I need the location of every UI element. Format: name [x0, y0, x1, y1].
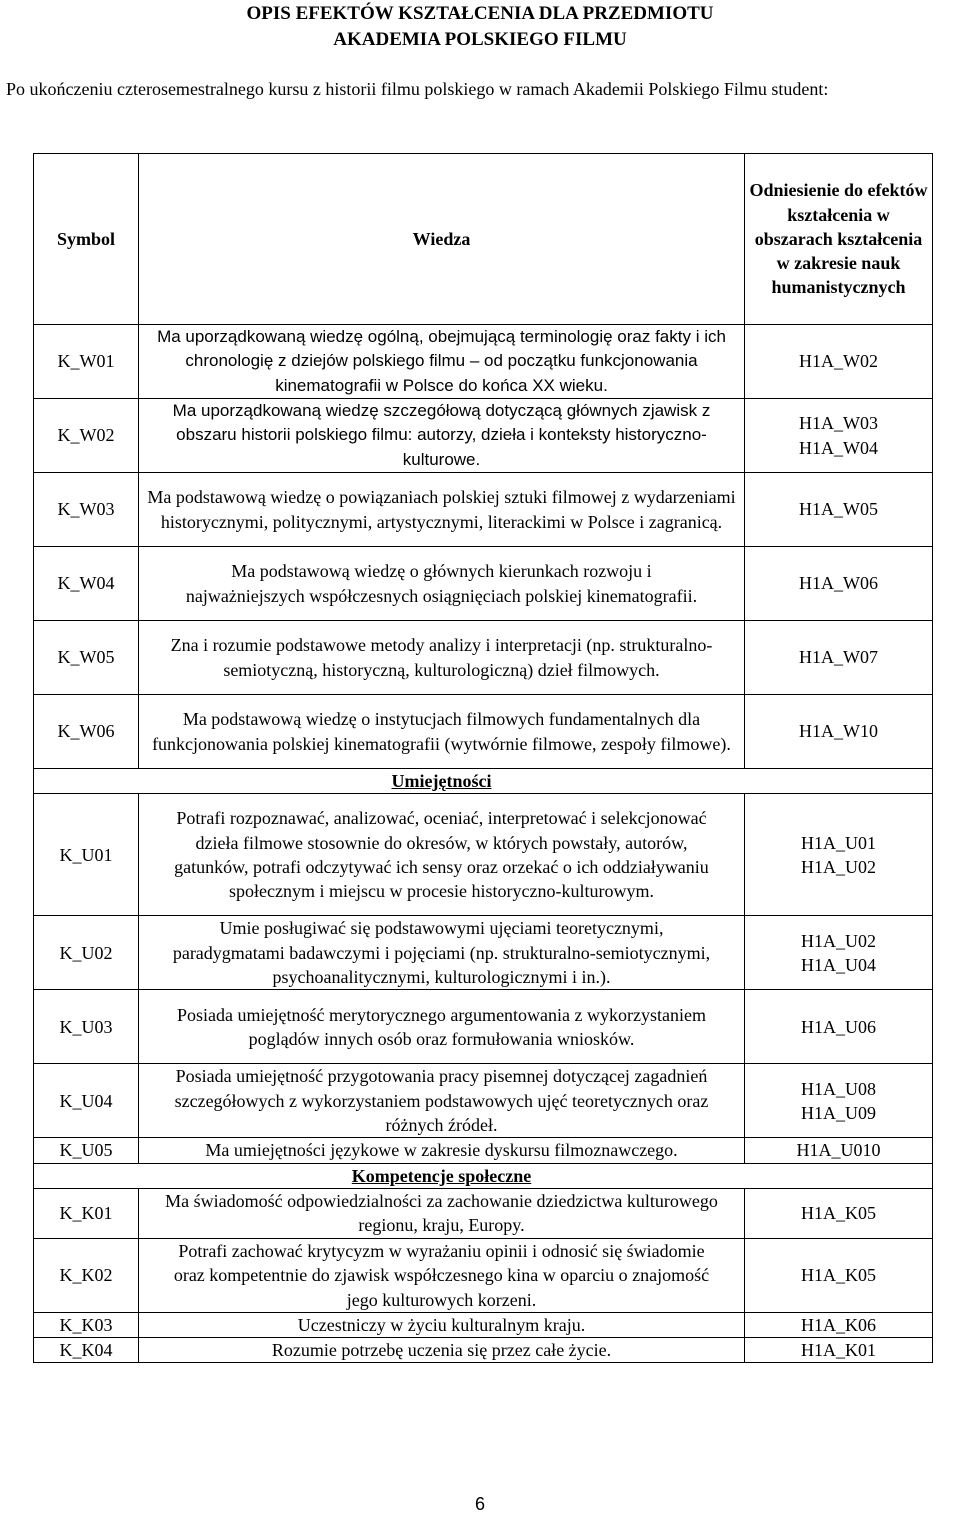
document-title-line1: OPIS EFEKTÓW KSZTAŁCENIA DLA PRZEDMIOTU [246, 3, 714, 24]
table-row [34, 1064, 933, 1138]
reference-cell: H1A_W10 [745, 695, 933, 769]
reference-cell: H1A_U010 [745, 1138, 933, 1163]
description-cell: Posiada umiejętność merytorycznego argumentowania z wykorzystaniem poglądów innych osób oraz formułowania wniosków. [139, 990, 745, 1064]
symbol-cell: K_U01 [34, 794, 139, 916]
symbol-cell: K_U03 [34, 990, 139, 1064]
header-reference: Odniesienie do efektów kształcenia w obszarach kształcenia w zakresie nauk humanistycznych [745, 154, 933, 325]
reference-cell: H1A_U06 [745, 990, 933, 1064]
table-row [34, 794, 933, 916]
reference-cell: H1A_W07 [745, 621, 933, 695]
header-row [34, 154, 933, 325]
reference-cell: H1A_W05 [745, 473, 933, 547]
table-row [34, 473, 933, 547]
reference-cell: H1A_U01 H1A_U02 [745, 794, 933, 916]
table-row [34, 916, 933, 990]
symbol-cell: K_W05 [34, 621, 139, 695]
symbol-cell: K_W01 [34, 325, 139, 399]
reference-cell: H1A_U02 H1A_U04 [745, 916, 933, 990]
page-number: 6 [474, 1494, 485, 1514]
description-cell: Ma umiejętności językowe w zakresie dyskursu filmoznawczego. [139, 1138, 745, 1163]
reference-cell: H1A_W02 [745, 325, 933, 399]
description-cell: Ma uporządkowaną wiedzę ogólną, obejmującą terminologię oraz fakty i ich chronologię z dziejów polskiego filmu – od początku funkcjonowania kinematografii w Polsce do końca XX wieku. [139, 325, 745, 399]
reference-cell: H1A_K06 [745, 1312, 933, 1337]
header-symbol: Symbol [34, 154, 139, 325]
table-row [34, 399, 933, 473]
description-cell: Umie posługiwać się podstawowymi ujęciami teoretycznymi, paradygmatami badawczymi i pojęciami (np. strukturalno-semiotycznymi, psychoanalitycznymi, kulturologicznymi i in.). [139, 916, 745, 990]
reference-cell: H1A_U08 H1A_U09 [745, 1064, 933, 1138]
table-row [34, 990, 933, 1064]
description-cell: Ma świadomość odpowiedzialności za zachowanie dziedzictwa kulturowego regionu, kraju, Europy. [139, 1188, 745, 1238]
symbol-cell: K_U05 [34, 1138, 139, 1163]
section-title-umiejetnosci: Umiejętności [139, 769, 745, 794]
description-cell: Posiada umiejętność przygotowania pracy pisemnej dotyczącej zagadnień szczegółowych z wykorzystaniem podstawowych ujęć teoretycznych oraz różnych źródeł. [139, 1064, 745, 1138]
learning-outcomes-table [33, 153, 933, 1363]
symbol-cell: K_U02 [34, 916, 139, 990]
description-cell: Potrafi rozpoznawać, analizować, oceniać, interpretować i selekcjonować dzieła filmowe stosownie do okresów, w których powstały, autorów, gatunków, potrafi odczytywać ich sensy oraz orzekać o ich oddziaływaniu społecznym i miejscu w procesie historyczno-kulturowym. [139, 794, 745, 916]
reference-cell: H1A_W06 [745, 547, 933, 621]
reference-cell: H1A_W03 H1A_W04 [745, 399, 933, 473]
table-row [34, 695, 933, 769]
symbol-cell: K_U04 [34, 1064, 139, 1138]
document-title-line2: AKADEMIA POLSKIEGO FILMU [333, 29, 627, 50]
table-row [34, 621, 933, 695]
header-wiedza: Wiedza [139, 154, 745, 325]
section-title-kompetencje: Kompetencje społeczne [139, 1163, 745, 1188]
symbol-cell: K_W02 [34, 399, 139, 473]
description-cell: Ma podstawową wiedzę o powiązaniach polskiej sztuki filmowej z wydarzeniami historycznymi, politycznymi, artystycznymi, literackimi w Polsce i zagranicą. [139, 473, 745, 547]
symbol-cell: K_K04 [34, 1338, 139, 1363]
symbol-cell: K_W06 [34, 695, 139, 769]
description-cell: Ma podstawową wiedzę o głównych kierunkach rozwoju i najważniejszych współczesnych osiągnięciach polskiej kinematografii. [139, 547, 745, 621]
description-cell: Ma uporządkowaną wiedzę szczegółową dotyczącą głównych zjawisk z obszaru historii polskiego filmu: autorzy, dzieła i konteksty historyczno-kulturowe. [139, 399, 745, 473]
section-row-kompetencje [34, 1163, 933, 1188]
description-cell: Zna i rozumie podstawowe metody analizy i interpretacji (np. strukturalno-semiotyczną, historyczną, kulturologiczną) dzieł filmowych. [139, 621, 745, 695]
table-row [34, 1188, 933, 1238]
symbol-cell: K_W03 [34, 473, 139, 547]
symbol-cell: K_K01 [34, 1188, 139, 1238]
reference-cell: H1A_K05 [745, 1188, 933, 1238]
intro-paragraph: Po ukończeniu czterosemestralnego kursu z historii filmu polskiego w ramach Akademii Polskiego Filmu student: [6, 79, 829, 99]
description-cell: Uczestniczy w życiu kulturalnym kraju. [139, 1312, 745, 1337]
table-row [34, 1338, 933, 1363]
table-row [34, 1238, 933, 1312]
section-row-umiejetnosci [34, 769, 933, 794]
symbol-cell: K_W04 [34, 547, 139, 621]
reference-cell: H1A_K01 [745, 1338, 933, 1363]
symbol-cell: K_K02 [34, 1238, 139, 1312]
reference-cell: H1A_K05 [745, 1238, 933, 1312]
table-row [34, 1312, 933, 1337]
table-row [34, 1138, 933, 1163]
description-cell: Ma podstawową wiedzę o instytucjach filmowych fundamentalnych dla funkcjonowania polskiej kinematografii (wytwórnie filmowe, zespoły filmowe). [139, 695, 745, 769]
description-cell: Rozumie potrzebę uczenia się przez całe życie. [139, 1338, 745, 1363]
description-cell: Potrafi zachować krytycyzm w wyrażaniu opinii i odnosić się świadomie oraz kompetentnie do zjawisk współczesnego kina w oparciu o znajomość jego kulturowych korzeni. [139, 1238, 745, 1312]
table-row [34, 325, 933, 399]
table-row [34, 547, 933, 621]
symbol-cell: K_K03 [34, 1312, 139, 1337]
